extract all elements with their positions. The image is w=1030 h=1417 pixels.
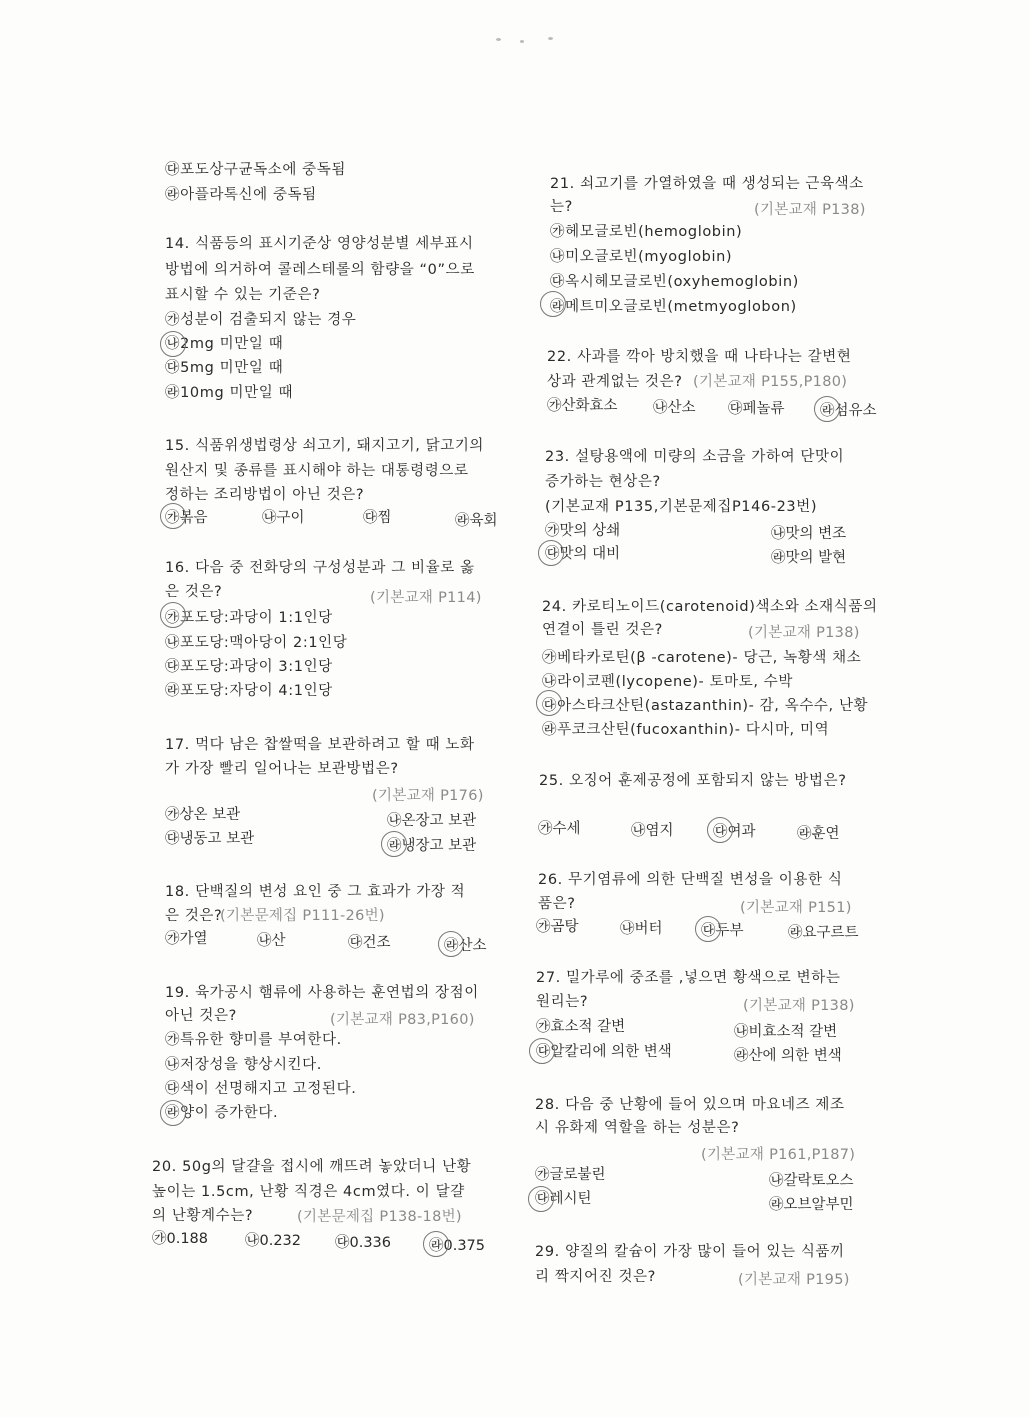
option-text: ㉮곰탕 — [536, 919, 579, 935]
question-text: 29. 양질의 칼슘이 가장 많이 들어 있는 식품끼 — [535, 1244, 845, 1260]
answer-circle — [814, 396, 840, 422]
question-text: 17. 먹다 남은 찹쌀떡을 보관하려고 할 때 노화 — [165, 737, 475, 753]
question-text: 품은? — [538, 896, 576, 912]
textbook-reference: (기본교재 P83,P160) — [330, 1012, 475, 1028]
question-text: 원리는? — [536, 994, 589, 1010]
option-text: ㉯포도당:맥아당이 2:1인당 — [165, 635, 348, 651]
answer-circle — [160, 331, 186, 357]
option-text: ㉮수세 — [538, 821, 581, 837]
scan-speck — [496, 38, 501, 41]
answer-circle — [528, 1186, 554, 1212]
answer-circle — [538, 540, 564, 566]
option-text: ㉰찜 — [363, 510, 392, 526]
textbook-reference: (기본교재 P138) — [748, 625, 860, 641]
question-text: 는? — [550, 199, 573, 215]
question-text: 의 난황계수는? — [152, 1208, 254, 1224]
option-text: ㉱육회 — [455, 513, 498, 529]
question-text: 18. 단백질의 변성 요인 중 그 효과가 가장 적 — [165, 884, 466, 900]
option-text: ㉮산화효소 — [547, 398, 618, 414]
question-text: 26. 무기염류에 의한 단백질 변성을 이용한 식 — [538, 872, 843, 888]
textbook-reference: (기본교재 P195) — [738, 1272, 850, 1288]
textbook-reference: (기본교재 P135,기본문제집P146-23번) — [545, 499, 818, 515]
option-text: ㉰알칼리에 의한 변색 — [536, 1044, 672, 1060]
question-text: 20. 50g의 달걀을 접시에 깨뜨려 놓았더니 난황 — [152, 1159, 472, 1175]
option-text: ㉰0.336 — [335, 1235, 392, 1251]
option-text: ㉯염지 — [631, 823, 674, 839]
textbook-reference: (기본문제집 P138-18번) — [297, 1209, 462, 1225]
question-text: 정하는 조리방법이 아닌 것은? — [165, 487, 365, 503]
option-text: ㉯비효소적 갈변 — [734, 1024, 838, 1040]
answer-circle — [536, 690, 562, 716]
question-text: 은 것은? — [165, 908, 223, 924]
option-text: ㉱메트미오글로빈(metmyoglobon) — [550, 299, 797, 315]
question-text: 27. 밀가루에 중조를 ,넣으면 황색으로 변하는 — [536, 970, 841, 986]
question-text: 가 가장 빨리 일어나는 보관방법은? — [165, 761, 399, 777]
answer-circle — [160, 1100, 186, 1126]
option-text: ㉯맛의 변조 — [771, 526, 847, 542]
question-text: 15. 식품위생법령상 쇠고기, 돼지고기, 닭고기의 — [165, 438, 485, 454]
question-text: 연결이 틀린 것은? — [542, 622, 663, 638]
answer-circle — [160, 602, 186, 628]
answer-circle — [423, 1231, 449, 1257]
option-text: ㉯미오글로빈(myoglobin) — [550, 249, 733, 265]
question-text: 아닌 것은? — [165, 1008, 237, 1024]
option-text: ㉱섬유소 — [820, 403, 877, 419]
textbook-reference: (기본교재 P138) — [743, 998, 855, 1014]
option-text: ㉮베타카로틴(β -carotene)- 당근, 녹황색 채소 — [542, 650, 862, 666]
option-text: ㉮가열 — [165, 931, 208, 947]
question-text: 25. 오징어 훈제공정에 포함되지 않는 방법은? — [539, 773, 847, 789]
option-text: ㉰맛의 대비 — [545, 546, 621, 562]
question-text: 표시할 수 있는 기준은? — [165, 287, 321, 303]
option-text: ㉯0.232 — [245, 1233, 302, 1249]
textbook-reference: (기본교재 P114) — [370, 590, 482, 606]
question-text: 증가하는 현상은? — [545, 474, 661, 490]
option-text: ㉱10mg 미만일 때 — [165, 385, 294, 401]
option-text: ㉰5mg 미만일 때 — [165, 360, 284, 376]
scan-speck — [548, 37, 553, 40]
scan-speck — [520, 40, 524, 43]
answer-circle — [540, 291, 566, 317]
option-text: ㉰색이 선명해지고 고정된다. — [165, 1081, 357, 1097]
question-text: 14. 식품등의 표시기준상 영양성분별 세부표시 — [165, 236, 474, 252]
option-text: ㉱양이 증가한다. — [165, 1105, 279, 1121]
option-text: ㉱아플라톡신에 중독됨 — [165, 187, 317, 203]
option-text: ㉰포도당:과당이 3:1인당 — [165, 659, 333, 675]
option-text: ㉱요구르트 — [788, 925, 859, 941]
option-text: ㉱산소 — [444, 938, 487, 954]
option-text: ㉱맛의 발현 — [771, 550, 847, 566]
question-text: 23. 설탕용액에 미량의 소금을 가하여 단맛이 — [545, 449, 845, 465]
question-text: 16. 다음 중 전화당의 구성성분과 그 비율로 옳 — [165, 560, 475, 576]
textbook-reference: (기본교재 P138) — [754, 202, 866, 218]
option-text: ㉯2mg 미만일 때 — [165, 336, 284, 352]
question-text: 높이는 1.5cm, 난황 직경은 4cm였다. 이 달걀 — [152, 1184, 465, 1200]
option-text: ㉯온장고 보관 — [387, 813, 477, 829]
option-text: ㉱산에 의한 변색 — [734, 1048, 842, 1064]
option-text: ㉮효소적 갈변 — [536, 1019, 626, 1035]
option-text: ㉱포도당:자당이 4:1인당 — [165, 683, 333, 699]
option-text: ㉰건조 — [348, 935, 391, 951]
option-text: ㉯갈락토오스 — [769, 1173, 854, 1189]
option-text: ㉯저장성을 향상시킨다. — [165, 1057, 322, 1073]
option-text: ㉰옥시헤모글로빈(oxyhemoglobin) — [550, 274, 799, 290]
question-text: 28. 다음 중 난황에 들어 있으며 마요네즈 제조 — [535, 1097, 845, 1113]
option-text: ㉯산 — [257, 933, 286, 949]
textbook-reference: (기본교재 P161,P187) — [701, 1147, 856, 1163]
question-text: 21. 쇠고기를 가열하였을 때 생성되는 근육색소 — [550, 176, 864, 192]
question-text: 시 유화제 역할을 하는 성분은? — [535, 1120, 740, 1136]
option-text: ㉮헤모글로빈(hemoglobin) — [550, 224, 743, 240]
option-text: ㉱0.375 — [429, 1238, 486, 1254]
textbook-reference: (기본교재 P155,P180) — [693, 374, 848, 390]
option-text: ㉮특유한 향미를 부여한다. — [165, 1032, 342, 1048]
question-text: 리 짝지어진 것은? — [535, 1269, 656, 1285]
option-text: ㉮글로불린 — [535, 1167, 606, 1183]
textbook-reference: (기본교재 P151) — [740, 900, 852, 916]
question-text: 방법에 의거하여 콜레스테롤의 함량을 “0”으로 — [165, 262, 475, 278]
option-text: ㉯구이 — [262, 510, 305, 526]
option-text: ㉰페놀류 — [728, 401, 785, 417]
answer-circle — [707, 817, 733, 843]
option-text: ㉮맛의 상쇄 — [545, 523, 621, 539]
question-text: 22. 사과를 깍아 방치했을 때 나타나는 갈변현 — [547, 349, 852, 365]
option-text: ㉰냉동고 보관 — [165, 831, 255, 847]
answer-circle — [160, 503, 186, 529]
textbook-reference: (기본교재 P176) — [372, 788, 484, 804]
answer-circle — [381, 831, 407, 857]
option-text: ㉱냉장고 보관 — [387, 838, 477, 854]
question-text: 상과 관계없는 것은? — [547, 374, 683, 390]
option-text: ㉮포도당:과당이 1:1인당 — [165, 610, 333, 626]
answer-circle — [438, 931, 464, 957]
option-text: ㉮볶음 — [165, 510, 208, 526]
option-text: ㉯라이코펜(lycopene)- 토마토, 수박 — [542, 674, 794, 690]
answer-circle — [695, 916, 721, 942]
question-text: 은 것은? — [165, 584, 223, 600]
answer-circle — [529, 1038, 555, 1064]
option-text: ㉱푸코크산틴(fucoxanthin)- 다시마, 미역 — [542, 722, 830, 738]
question-text: 원산지 및 종류를 표시해야 하는 대통령령으로 — [165, 463, 469, 479]
option-text: ㉱오브알부민 — [769, 1197, 854, 1213]
option-text: ㉰두부 — [701, 923, 744, 939]
option-text: ㉱훈연 — [797, 826, 840, 842]
option-text: ㉯산소 — [653, 400, 696, 416]
question-text: 19. 육가공시 햄류에 사용하는 훈연법의 장점이 — [165, 985, 479, 1001]
textbook-reference: (기본문제집 P111-26번) — [220, 908, 385, 924]
question-text: 24. 카로티노이드(carotenoid)색소와 소재식품의 — [542, 599, 878, 615]
option-text: ㉮상온 보관 — [165, 807, 241, 823]
option-text: ㉰포도상구균독소에 중독됨 — [165, 162, 346, 178]
option-text: ㉰여과 — [713, 824, 756, 840]
option-text: ㉯버터 — [620, 921, 663, 937]
option-text: ㉮0.188 — [152, 1231, 209, 1247]
option-text: ㉰아스타크산틴(astazanthin)- 감, 옥수수, 난황 — [542, 698, 869, 714]
option-text: ㉮성분이 검출되지 않는 경우 — [165, 312, 357, 328]
option-text: ㉰레시틴 — [535, 1191, 592, 1207]
